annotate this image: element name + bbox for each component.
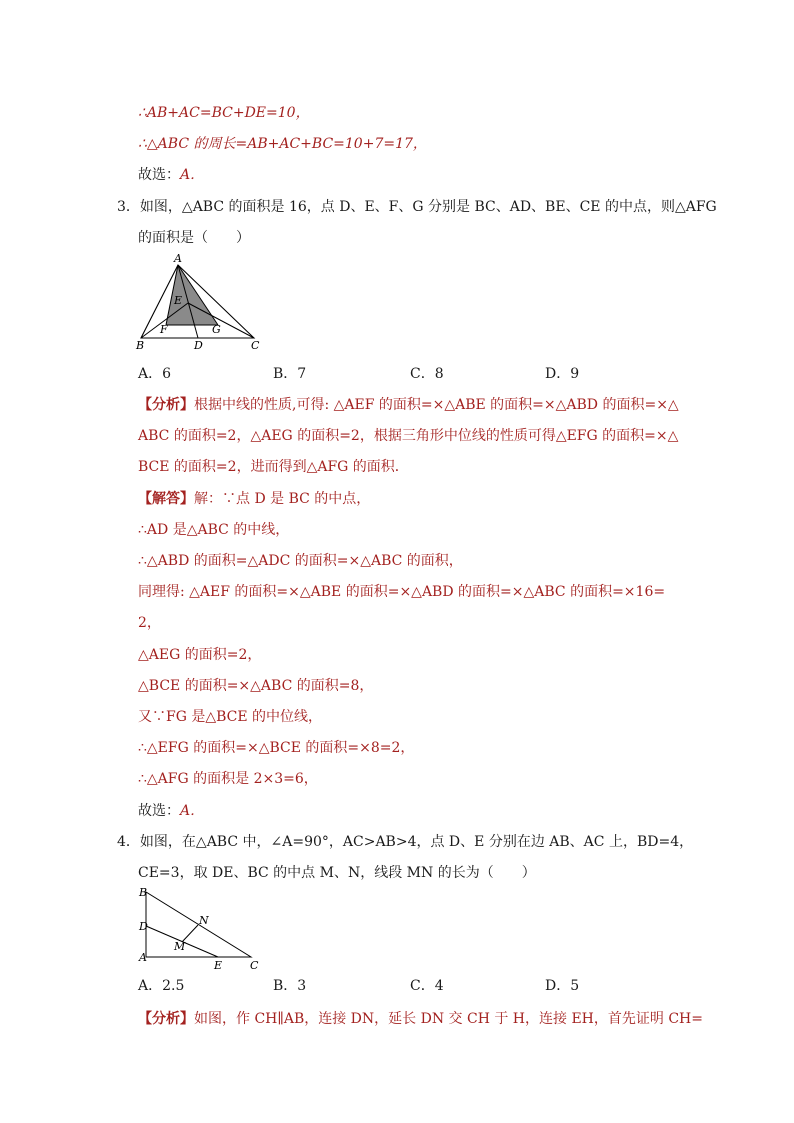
q3-solution-1: 解：∵点 D 是 BC 的中点， [194,491,371,507]
q4-figure [136,887,266,971]
q4-analysis-line-1 [138,1009,703,1029]
q4-analysis-1: 如图，作 CH∥AB，连接 DN，延长 DN 交 CH 于 H，连接 EH，首先证明 CH= [194,1011,703,1027]
q3-solution-tag: 【解答】 [138,491,194,507]
q3-option-c: C．8 [410,366,444,382]
q3-number: 3． [117,199,140,215]
q3-solution-8: 又∵FG 是△BCE 的中位线， [138,709,323,725]
q3-label-b: B [136,339,145,349]
q3-analysis-tag: 【分析】 [138,397,194,413]
q3-analysis-3: BCE 的面积=2，进而得到△AFG 的面积． [138,459,409,475]
prev-line-1: ∴AB+AC=BC+DE=10， [138,105,310,121]
q3-answer-prefix: 故选： [138,803,180,819]
q3-label-g: G [212,323,221,336]
q3-analysis-line-1 [138,395,679,415]
q3-option-d: D．9 [545,366,580,382]
q4-option-c: C．4 [410,978,444,994]
q3-solution-10: ∴△AFG 的面积是 2×3=6， [138,771,318,787]
q3-figure [134,253,264,349]
q3-solution-4: 同理得: △AEF 的面积=×△ABE 的面积=×△ABD 的面积=×△ABC 的面积=×16= [138,584,666,600]
q4-label-e: E [214,959,223,971]
q3-label-f: F [160,323,168,336]
q3-analysis-1: 根据中线的性质,可得: △AEF 的面积=×△ABE 的面积=×△ABD 的面积=×△ [194,397,679,413]
q4-analysis-tag: 【分析】 [138,1011,194,1027]
q3-solution-line-11 [138,801,204,821]
q4-number: 4． [117,834,140,850]
prev-line-2: ∴△ABC 的周长=AB+AC+BC=10+7=17， [138,136,427,152]
q3-analysis-2: ABC 的面积=2，△AEG 的面积=2，根据三角形中位线的性质可得△EFG 的面积=×△ [138,428,679,444]
q3-solution-6: △AEG 的面积=2， [138,647,262,663]
q4-label-d: D [139,920,148,933]
q4-label-m: M [174,940,186,953]
q3-solution-7: △BCE 的面积=×△ABC 的面积=8， [138,678,374,694]
q3-option-b: B．7 [273,366,307,382]
q3-text-1: 如图，△ABC 的面积是 16，点 D、E、F、G 分别是 BC、AD、BE、CE 的中点，则△AFG [139,199,717,215]
q4-text-2: CE=3，取 DE、BC 的中点 M、N，线段 MN 的长为（ ） [138,865,536,881]
q3-label-d: D [194,339,203,349]
q3-stem-line-1 [117,197,717,217]
q3-solution-9: ∴△EFG 的面积=×△BCE 的面积=×8=2， [138,740,415,756]
prev-line-3 [138,165,204,185]
q3-solution-line-1 [138,489,370,509]
q4-label-a: A [139,951,147,964]
q4-stem-line-1 [117,832,693,852]
q4-label-b: B [139,887,148,899]
q3-answer: A． [180,803,205,819]
q4-option-d: D．5 [545,978,580,994]
q4-option-a: A．2.5 [138,978,185,994]
q4-text-1: 如图，在△ABC 中，∠A=90°，AC>AB>4，点 D、E 分别在边 AB、AC 上，BD=4， [139,834,694,850]
q3-label-a: A [174,253,182,265]
q3-solution-3: ∴△ABD 的面积=△ADC 的面积=×△ABC 的面积， [138,553,463,569]
q4-label-n: N [199,914,209,927]
prev-answer-prefix: 故选： [138,167,180,183]
q4-option-b: B．3 [273,978,307,994]
q4-label-c: C [250,959,259,971]
q3-label-c: C [251,339,260,349]
q3-label-e: E [174,294,183,307]
q3-text-2: 的面积是（ ） [138,230,250,246]
q3-option-a: A．6 [138,366,172,382]
prev-answer: A． [180,167,205,183]
q3-solution-2: ∴AD 是△ABC 的中线， [138,522,290,538]
q3-solution-5: 2， [138,615,161,631]
